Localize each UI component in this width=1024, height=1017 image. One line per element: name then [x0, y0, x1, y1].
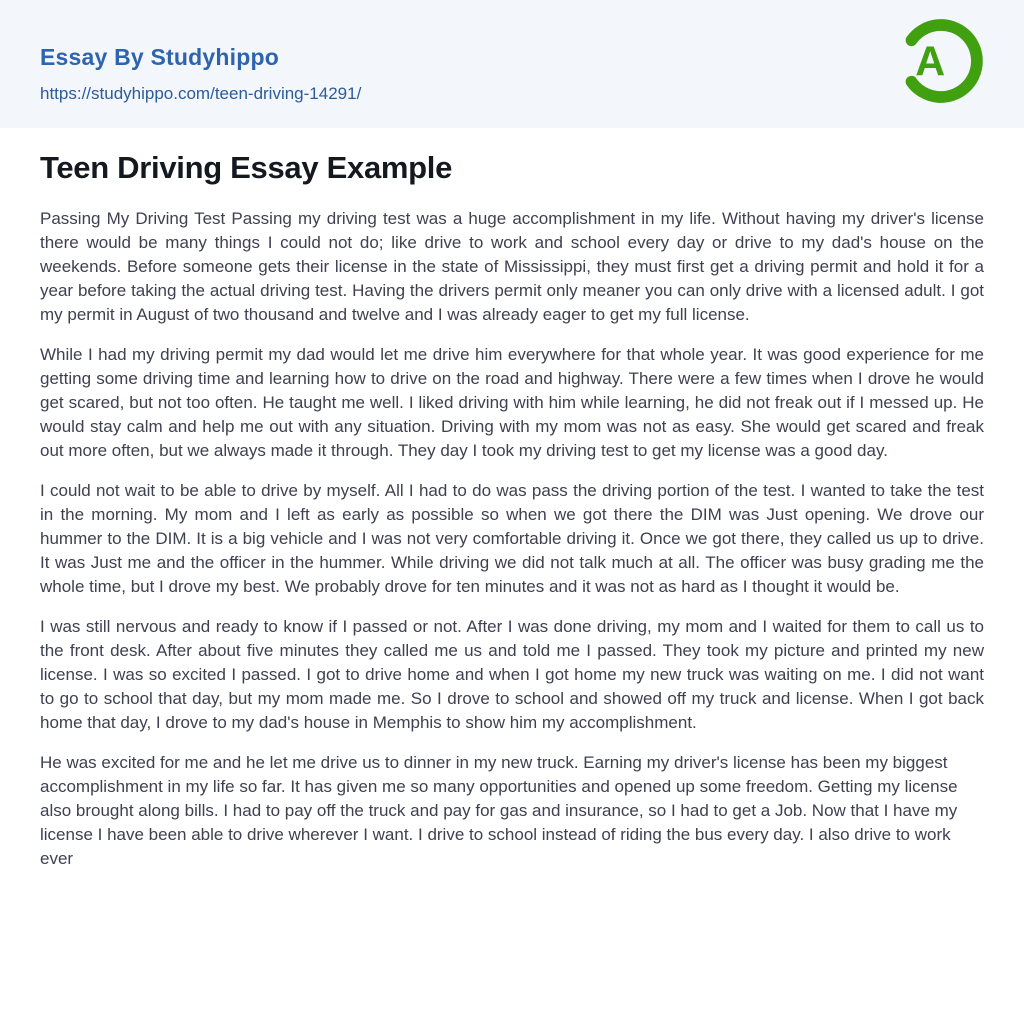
essay-paragraph: He was excited for me and he let me drive us to dinner in my new truck. Earning my driver's license has been my biggest accomplishment in my life so far. It has given me so many opportunities and opened up some freedom. Getting my license also brought along bills. I had to pay off the truck and pay for gas and insurance, so I had to get a Job. Now that I have my license I have been able to drive wherever I want. I drive to school instead of riding the bus every day. I also drive to work ever — [40, 753, 958, 868]
page-title: Teen Driving Essay Example — [40, 150, 453, 185]
essay-paragraph: I could not wait to be able to drive by myself. All I had to do was pass the driving portion of the test. I wanted to take the test in the morning. My mom and I left as early as possible so when we got there the DIM was Just opening. We drove our hummer to the DIM. It is a big vehicle and I was not very comfortable driving it. Once we got there, they called us up to drive. It was Just me and the officer in the hummer. While driving we did not talk much at all. The officer was busy grading me the whole time, but I drove my best. We probably drove for ten minutes and it was not as hard as I thought it would be. — [40, 481, 984, 596]
studyhippo-logo — [896, 16, 986, 106]
essay-paragraph: I was still nervous and ready to know if I passed or not. After I was done driving, my mom and I waited for them to call us to the front desk. After about five minutes they called me us and told me I passed. They took my picture and printed my new license. I was so excited I passed. I got to drive home and when I got home my new truck was waiting on me. I did not want to go to school that day, but my mom made me. So I drove to school and showed off my truck and license. When I got back home that day, I drove to my dad's house in Memphis to show him my accomplishment. — [40, 617, 984, 732]
essay-content — [0, 128, 1024, 927]
byline: Essay By Studyhippo — [40, 44, 279, 70]
logo-ring-icon — [896, 16, 986, 106]
logo-letter: A — [915, 38, 946, 85]
essay-paragraph: While I had my driving permit my dad would let me drive him everywhere for that whole year. It was good experience for me getting some driving time and learning how to drive on the road and highway. There were a few times when I drove he would get scared, but not too often. He taught me well. I liked driving with him while learning, he did not freak out if I messed up. He would stay calm and help me out with any situation. Driving with my mom was not as easy. She would get scared and freak out more often, but we always made it through. They day I took my driving test to get my license was a good day. — [40, 345, 984, 460]
essay-paragraphs — [40, 207, 984, 927]
source-url-link[interactable]: https://studyhippo.com/teen-driving-14291/ — [40, 84, 362, 103]
page-header — [0, 0, 1024, 128]
essay-paragraph: Passing My Driving Test Passing my driving test was a huge accomplishment in my life. Without having my driver's license there would be many things I could not do; like drive to work and school every day or drive to my dad's house on the weekends. Before someone gets their license in the state of Mississippi, they must first get a driving permit and hold it for a year before taking the actual driving test. Having the drivers permit only meaner you can only drive with a licensed adult. I got my permit in August of two thousand and twelve and I was already eager to get my full license. — [40, 209, 984, 324]
